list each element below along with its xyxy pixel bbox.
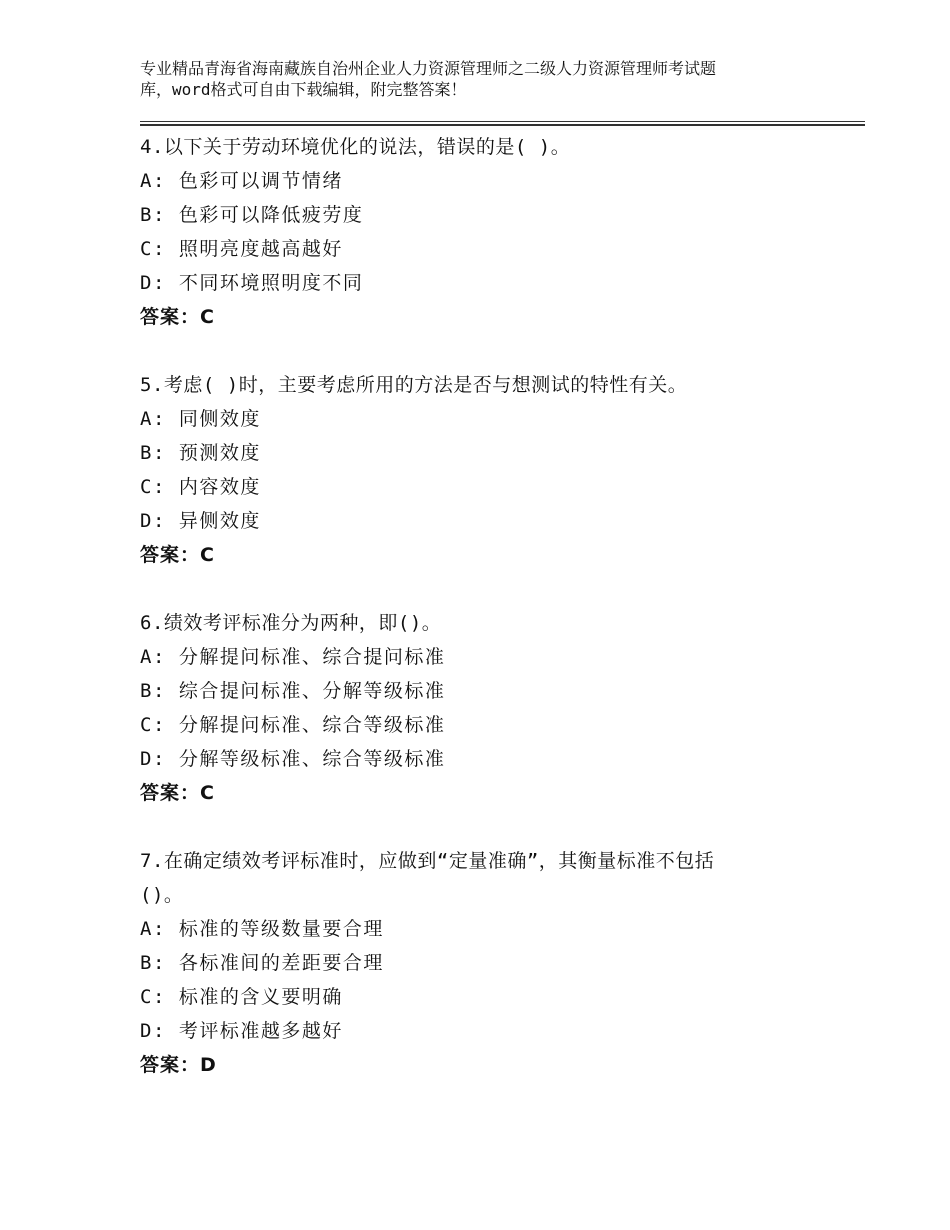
option-d: D: 异侧效度: [140, 510, 261, 532]
document-header: [140, 58, 840, 100]
header-divider-thick: [140, 124, 865, 126]
question-6: [140, 606, 840, 810]
option-b: B: 色彩可以降低疲劳度: [140, 204, 364, 226]
option-a: A: 分解提问标准、综合提问标准: [140, 646, 446, 668]
question-5: [140, 368, 840, 572]
option-c: C: 照明亮度越高越好: [140, 238, 343, 260]
question-stem-line-2: ()。: [140, 884, 184, 906]
question-list: [140, 130, 840, 1082]
header-line-2: 库，word格式可自由下载编辑，附完整答案！: [140, 80, 467, 99]
option-d: D: 不同环境照明度不同: [140, 272, 364, 294]
question-stem: 6.绩效考评标准分为两种，即()。: [140, 612, 442, 634]
option-c: C: 内容效度: [140, 476, 261, 498]
question-stem-line-1: 7.在确定绩效考评标准时，应做到“定量准确”，其衡量标准不包括: [140, 850, 715, 872]
answer-line: 答案：D: [140, 1054, 217, 1076]
answer-line: 答案：C: [140, 544, 215, 566]
question-7: [140, 844, 840, 1082]
option-c: C: 标准的含义要明确: [140, 986, 343, 1008]
option-b: B: 预测效度: [140, 442, 261, 464]
answer-line: 答案：C: [140, 306, 215, 328]
option-d: D: 考评标准越多越好: [140, 1020, 343, 1042]
question-spacer: [140, 572, 840, 606]
option-a: A: 标准的等级数量要合理: [140, 918, 384, 940]
answer-line: 答案：C: [140, 782, 215, 804]
option-d: D: 分解等级标准、综合等级标准: [140, 748, 446, 770]
question-spacer: [140, 810, 840, 844]
header-line-1: 专业精品青海省海南藏族自治州企业人力资源管理师之二级人力资源管理师考试题: [140, 59, 717, 78]
question-spacer: [140, 334, 840, 368]
question-stem: 4.以下关于劳动环境优化的说法，错误的是( )。: [140, 136, 571, 158]
header-divider-thin: [140, 121, 865, 122]
question-4: [140, 130, 840, 334]
option-a: A: 色彩可以调节情绪: [140, 170, 343, 192]
option-a: A: 同侧效度: [140, 408, 261, 430]
question-stem: 5.考虑( )时，主要考虑所用的方法是否与想测试的特性有关。: [140, 374, 688, 396]
option-b: B: 综合提问标准、分解等级标准: [140, 680, 446, 702]
option-b: B: 各标准间的差距要合理: [140, 952, 384, 974]
option-c: C: 分解提问标准、综合等级标准: [140, 714, 446, 736]
